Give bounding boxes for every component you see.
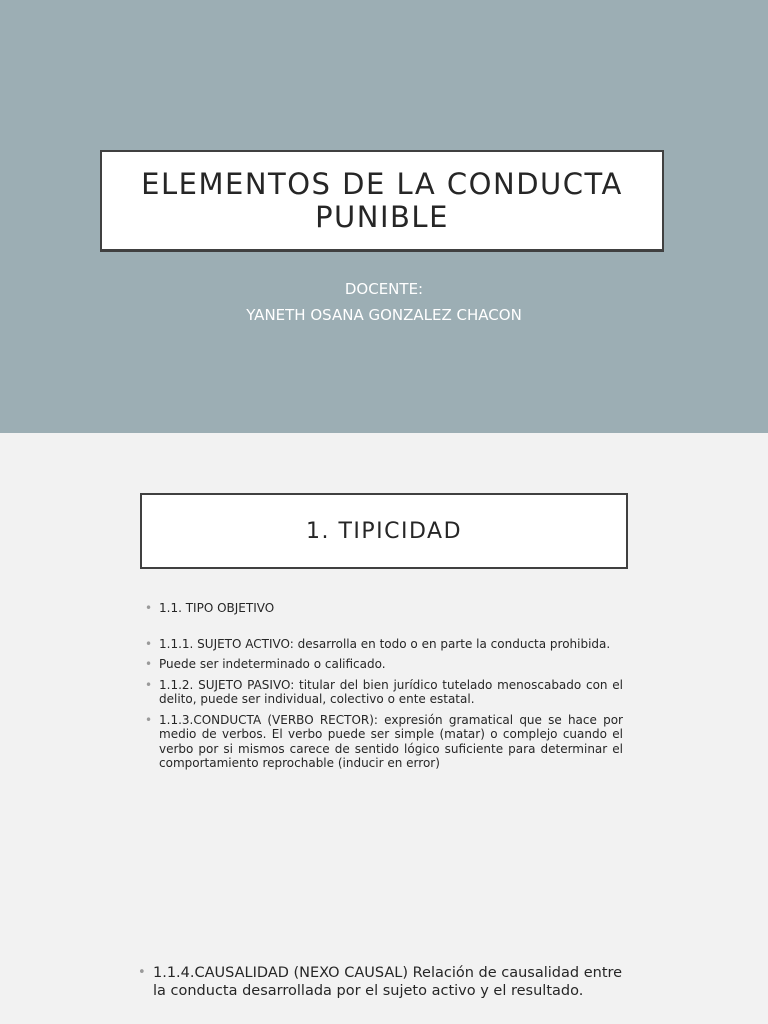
bullet-list-next-slide — [136, 964, 626, 1000]
bullet-icon: • — [145, 712, 153, 727]
subtitle-docente-label: DOCENTE: — [344, 280, 424, 298]
list-item — [143, 713, 623, 771]
slide-title — [141, 168, 623, 234]
list-item-text: 1.1.4.CAUSALIDAD (NEXO CAUSAL) Relación de causalidad entre la conducta desarrollada por el sujeto activo y el resultado. — [153, 965, 623, 999]
title-slide — [0, 0, 768, 433]
list-item — [143, 657, 623, 672]
list-item — [143, 601, 623, 616]
bullet-icon: • — [145, 601, 153, 615]
bullet-icon: • — [145, 636, 153, 651]
list-item-text: 1.1.3.CONDUCTA (VERBO RECTOR): expresión gramatical que se hace por medio de verbos. El verbo puede ser simple (matar) o complejo cuando el verbo por si mismos carece de sentido lógico suficiente para determinar el comportamiento reprochable (inducir en error) — [159, 712, 623, 770]
list-item-text: 1.1.1. SUJETO ACTIVO: desarrolla en todo o en parte la conducta prohibida. — [159, 636, 611, 651]
section-heading-box — [140, 493, 628, 569]
list-item — [143, 678, 623, 707]
bullet-icon: • — [145, 677, 153, 692]
list-item — [143, 637, 623, 652]
list-item-text: 1.1. TIPO OBJETIVO — [159, 601, 275, 615]
slide-title-line2: PUNIBLE — [315, 199, 449, 234]
slide-subtitle — [0, 276, 768, 328]
section-heading: 1. TIPICIDAD — [305, 518, 463, 544]
list-item-text: Puede ser indeterminado o calificado. — [159, 657, 386, 671]
bullet-icon: • — [138, 965, 146, 980]
title-box — [100, 150, 664, 252]
list-item — [136, 964, 626, 1000]
bullet-list — [143, 601, 623, 777]
subtitle-teacher-name: YANETH OSANA GONZALEZ CHACON — [246, 306, 522, 324]
slide-title-line1: ELEMENTOS DE LA CONDUCTA — [141, 166, 623, 201]
list-item-text: 1.1.2. SUJETO PASIVO: titular del bien jurídico tutelado menoscabado con el delito, puede ser individual, colectivo o ente estatal. — [159, 677, 623, 706]
bullet-icon: • — [145, 657, 153, 671]
